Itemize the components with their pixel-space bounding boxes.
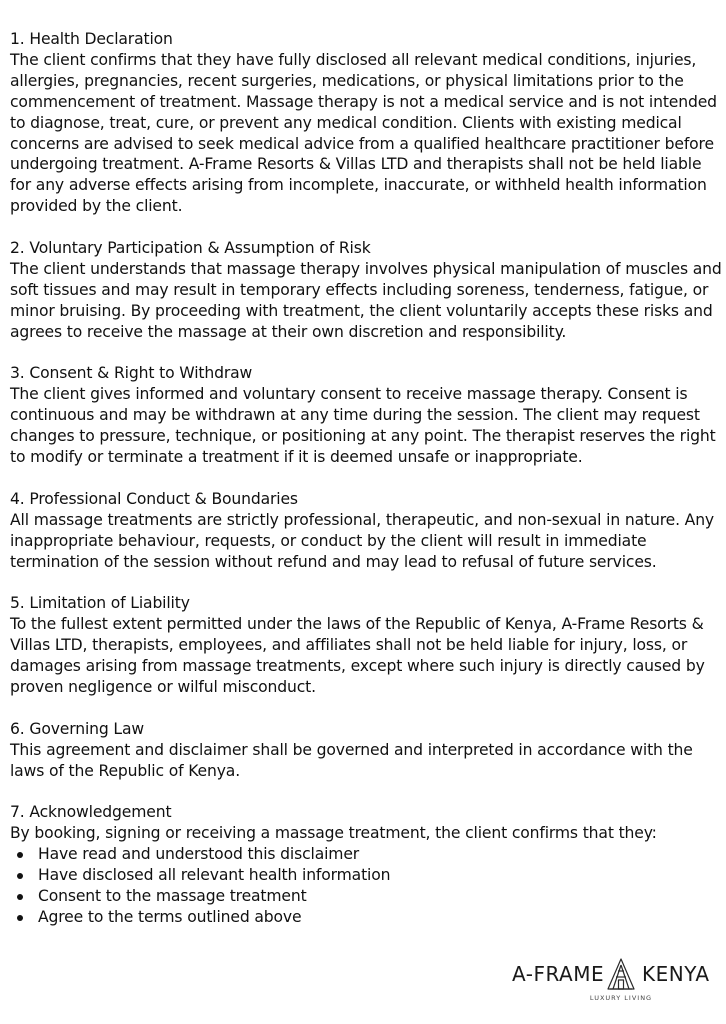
section-acknowledgement [10,802,722,927]
section-heading: 6. Governing Law [10,719,144,738]
list-item: Consent to the massage treatment [10,886,722,907]
logo-word-right: KENYA [642,962,710,986]
list-item: Agree to the terms outlined above [10,907,722,928]
a-frame-house-icon [606,958,636,990]
section-body: To the fullest extent permitted under the laws of the Republic of Kenya, A-Frame Resorts & Villas LTD, therapists, employees, and affiliates shall not be held liable for injury, loss, or damages arising from massage treatments, except where such injury is directly caused by proven negligence or wilful misconduct. [10,615,705,697]
section-body: All massage treatments are strictly professional, therapeutic, and non-sexual in nature. Any inappropriate behaviour, requests, or conduct by the client will result in immediate termination of the session without refund and may lead to refusal of future services. [10,510,715,571]
section-professional-conduct [10,489,722,573]
section-voluntary-participation [10,238,722,343]
section-heading: 2. Voluntary Participation & Assumption of Risk [10,239,371,258]
section-body: This agreement and disclaimer shall be governed and interpreted in accordance with the laws of the Republic of Kenya. [10,740,693,780]
section-body: The client confirms that they have fully disclosed all relevant medical conditions, injuries, allergies, pregnancies, recent surgeries, medications, or physical limitations prior to the commencement of treatment. Massage therapy is not a medical service and is not intended to diagnose, treat, cure, or prevent any medical condition. Clients with existing medical concerns are advised to seek medical advice from a qualified healthcare practitioner before undergoing treatment. A-Frame Resorts & Villas LTD and therapists shall not be held liable for any adverse effects arising from incomplete, inaccurate, or withheld health information provided by the client. [10,50,717,216]
section-heading: 5. Limitation of Liability [10,594,190,613]
acknowledgement-list [10,844,722,928]
list-item: Have read and understood this disclaimer [10,844,722,865]
list-item: Have disclosed all relevant health information [10,865,722,886]
logo-tagline: LUXURY LIVING [589,994,653,1002]
section-limitation-of-liability [10,593,722,698]
disclaimer-document [10,29,722,949]
brand-logo [508,950,710,1010]
section-body: The client understands that massage therapy involves physical manipulation of muscles and soft tissues and may result in temporary effects including soreness, tenderness, fatigue, or minor bruising. By proceeding with treatment, the client voluntarily accepts these risks and agrees to receive the massage at their own discretion and responsibility. [10,259,722,341]
section-consent [10,363,722,468]
logo-word-left: A-FRAME [512,962,605,986]
section-governing-law [10,719,722,782]
section-heading: 7. Acknowledgement [10,803,172,822]
section-heading: 3. Consent & Right to Withdraw [10,364,253,383]
section-health-declaration [10,29,722,217]
acknowledgement-intro: By booking, signing or receiving a massage treatment, the client confirms that they: [10,824,657,843]
section-body: The client gives informed and voluntary consent to receive massage therapy. Consent is continuous and may be withdrawn at any time during the session. The client may request changes to pressure, technique, or positioning at any point. The therapist reserves the right to modify or terminate a treatment if it is deemed unsafe or inappropriate. [10,385,716,467]
section-heading: 1. Health Declaration [10,30,173,48]
section-heading: 4. Professional Conduct & Boundaries [10,489,298,508]
